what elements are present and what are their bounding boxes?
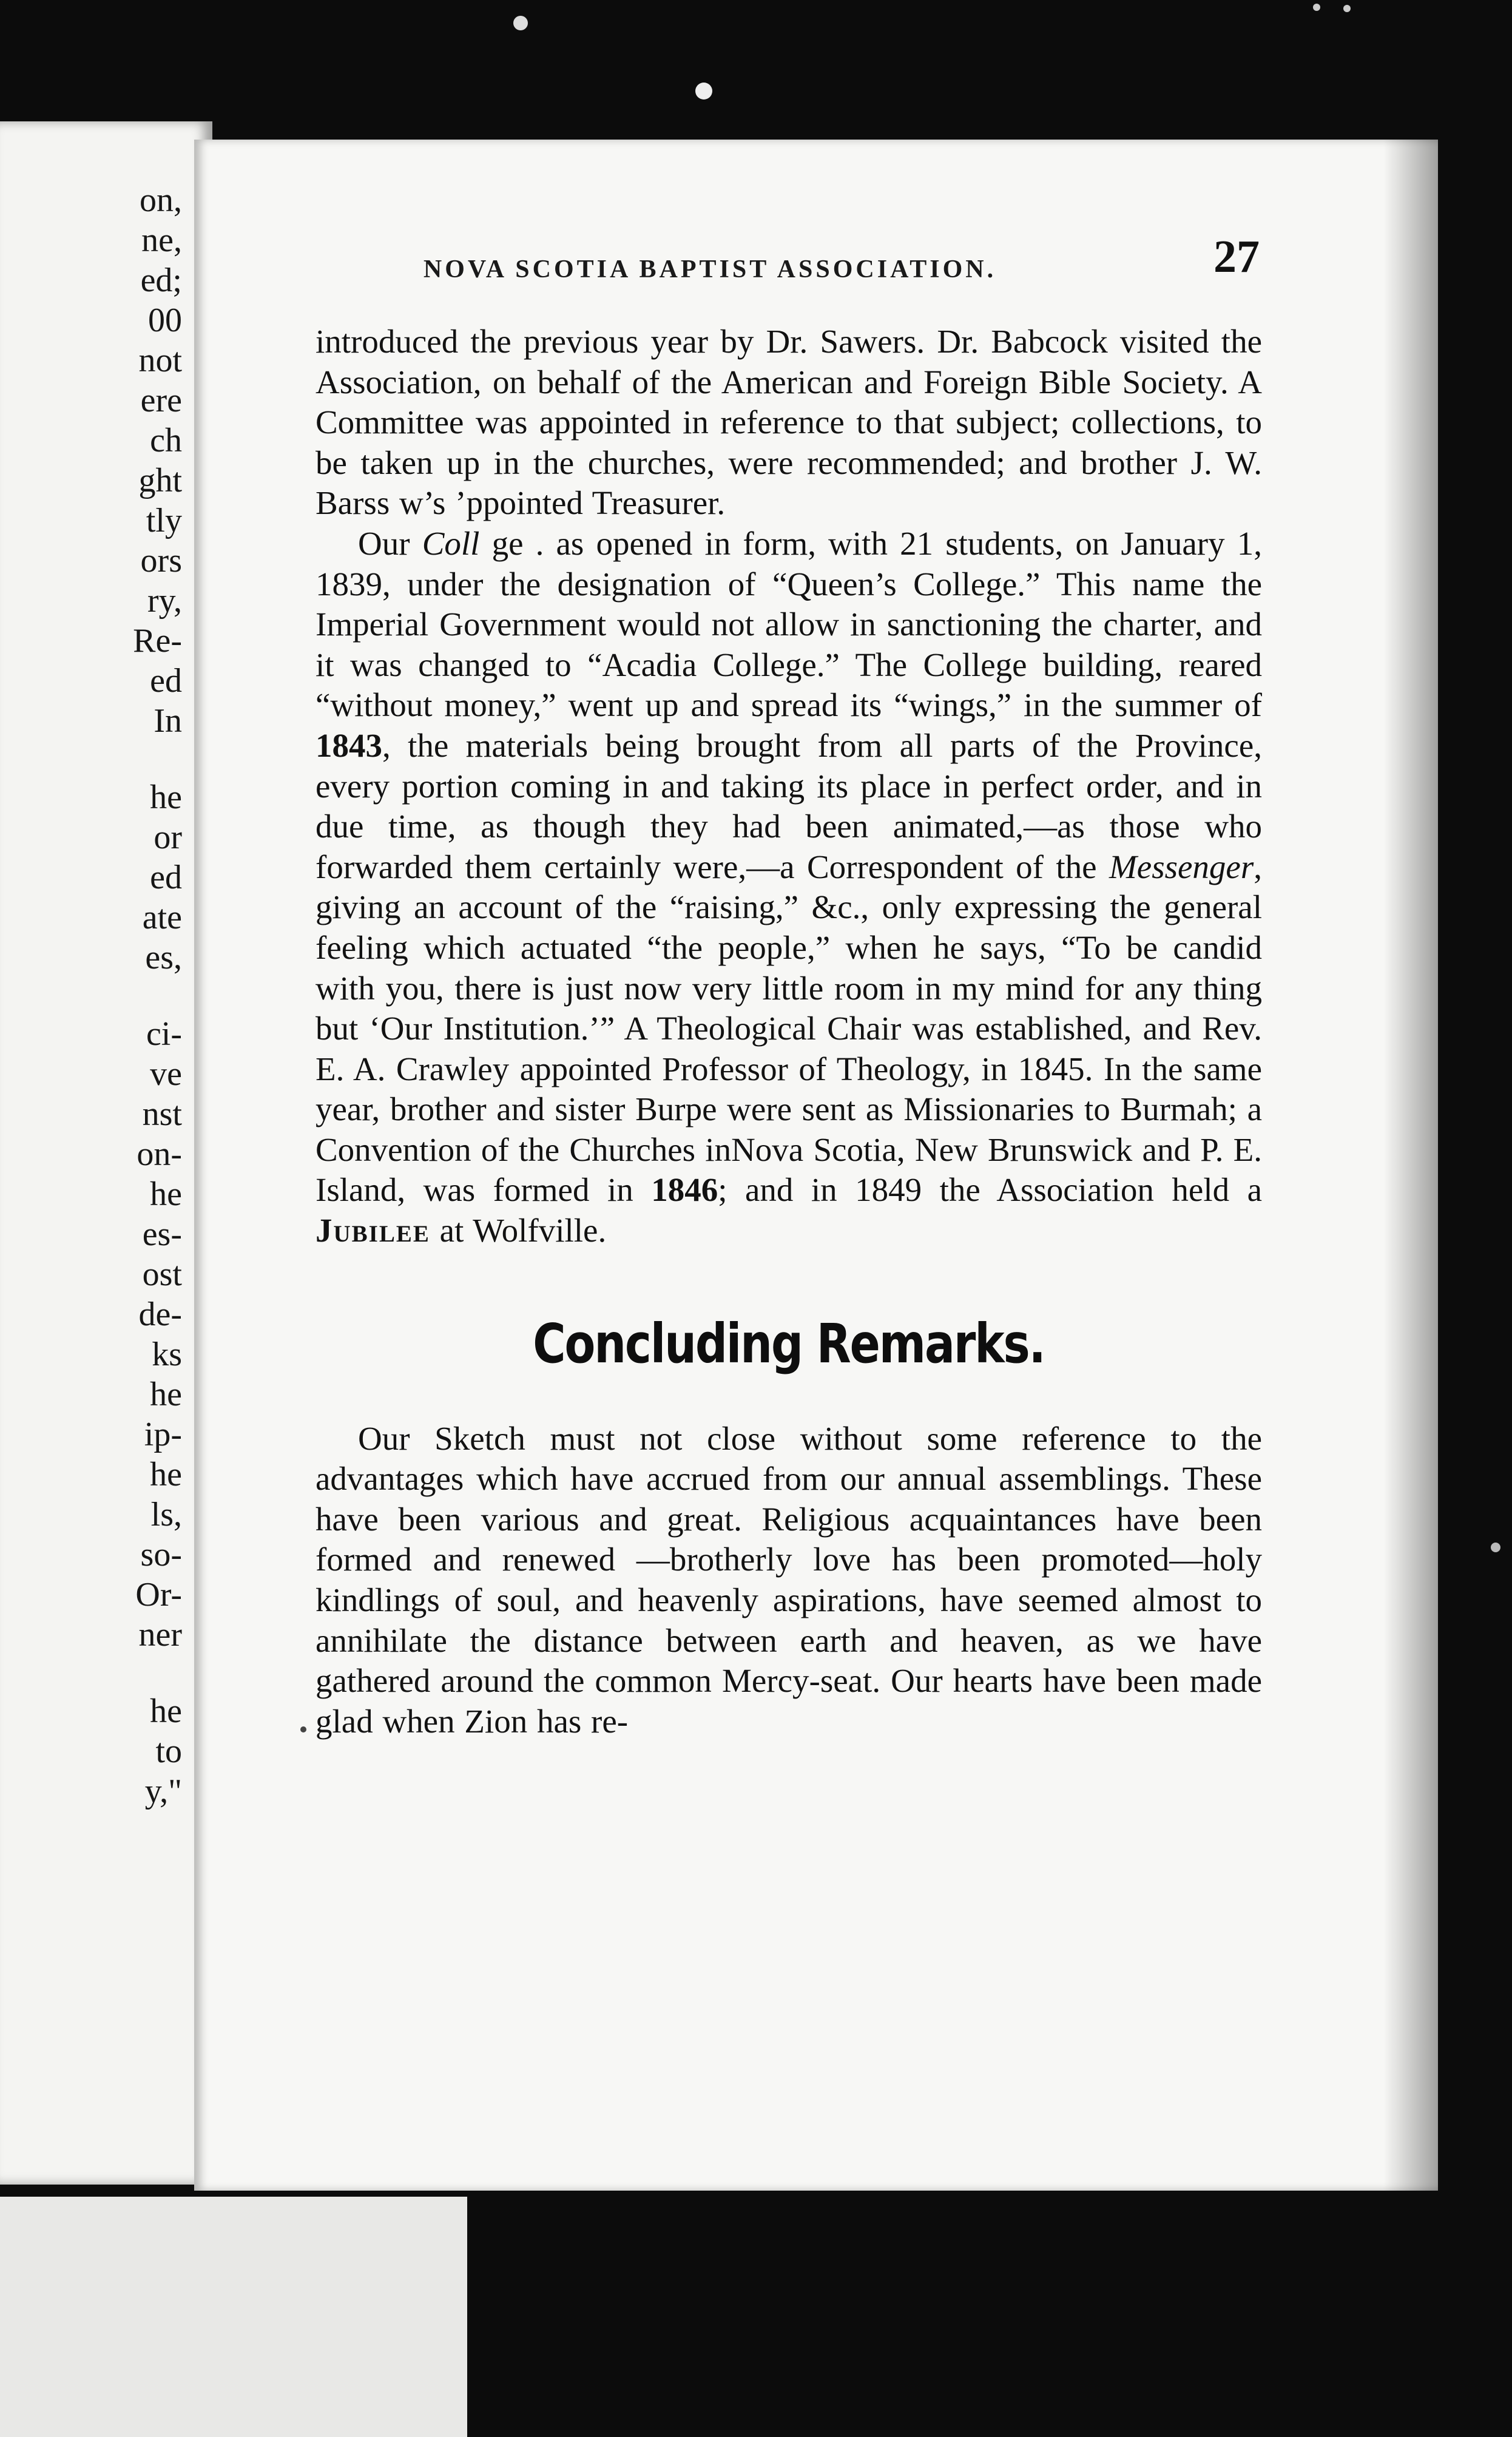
left-page-fragment: 00 (148, 302, 182, 339)
left-page-fragment: he (150, 1456, 182, 1493)
speck (1313, 4, 1320, 11)
text-run: ge . as opened in form, with 21 students, on January 1, 1839, under the designation of “Queen’s College.” This name the Imperial Government would not allow in sanctioning the charter, and it was changed to “Acadia College.” The College building, reared “without money,” went up and spread its “wings,” in the summer of (316, 524, 1262, 724)
paragraph-college (316, 524, 1262, 1251)
speck (1343, 5, 1351, 12)
left-page-fragment: he (150, 779, 182, 816)
year-1843: 1843 (316, 726, 382, 764)
left-page-fragment: or (154, 819, 182, 856)
text-run: , the materials being brought from all parts of the Province, every portion coming in and taking its place in perfect order, and in due time, as though they had been animated,—as those who forwarded them certainly were,—a Correspondent of the (316, 726, 1262, 885)
text-run: ; and in 1849 the Association held a (718, 1171, 1262, 1209)
left-page-fragment: es, (145, 939, 182, 976)
text-run: , giving an account of the “raising,” &c., only expressing the general feeling which actuated “the people,” when he says, “To be candid with you, there is just now very little room in my mind for any thing but ‘Our Institution.’” A Theological Chair was established, and Rev. E. A. Crawley appointed Professor of Theology, in 1845. In the same year, brother and sister Burpe were sent as Missionaries to Burmah; a Convention of the Churches inNova Scotia, New Brunswick and P. E. Island, was formed in (316, 848, 1262, 1209)
left-page-fragment: on, (140, 181, 182, 219)
paragraph-bible-society: introduced the previous year by Dr. Sawers. Dr. Babcock visited the Association, on behalf of the American and Foreign Bible Society. A Committee was appointed in reference to that subject; collections, to be taken up in the churches, were recommended; and brother J. W. Barss w’s ’ppointed Treasurer. (316, 323, 1262, 522)
speck (695, 83, 712, 100)
left-page-fragment: ere (140, 382, 182, 419)
speck (1491, 1543, 1500, 1552)
left-page-fragment: de- (138, 1296, 182, 1333)
section-heading: Concluding Remarks. (533, 1313, 1045, 1376)
left-page-fragment: to (155, 1732, 182, 1770)
left-page-fragment: he (150, 1175, 182, 1213)
left-page-fragment: ost (142, 1256, 182, 1293)
main-page (194, 140, 1438, 2191)
left-page-fragment: es- (142, 1215, 182, 1253)
left-page-fragment: on- (137, 1135, 182, 1173)
left-page-fragment: ch (150, 422, 182, 459)
year-1846: 1846 (651, 1171, 718, 1209)
left-page-fragment: ed; (140, 262, 182, 299)
page-edge-shadow (1383, 140, 1438, 2191)
left-page-fragment: ed (150, 662, 182, 700)
left-page-fragment: ry, (147, 582, 182, 620)
left-page-fragment: ate (142, 899, 182, 936)
left-page-lower-strip (0, 2197, 467, 2437)
left-page-fragment: ors (140, 542, 182, 580)
jubilee-small-caps: Jubilee (316, 1212, 430, 1249)
left-page (0, 121, 212, 2185)
text-run: Our (358, 524, 422, 562)
left-page-fragment: he (150, 1692, 182, 1730)
left-page-fragment: Re- (133, 622, 182, 660)
left-page-fragment: so- (140, 1536, 182, 1573)
left-page-fragment: ght (138, 462, 182, 499)
college-italic: Coll (422, 524, 480, 562)
left-page-fragment: y," (144, 1773, 182, 1810)
speck (513, 16, 528, 30)
left-page-fragment: nst (142, 1095, 182, 1133)
page-number: 27 (1213, 231, 1260, 282)
running-head: NOVA SCOTIA BAPTIST ASSOCIATION. (423, 255, 997, 283)
text-run: at Wolfville. (430, 1212, 607, 1249)
left-page-fragment: ls, (150, 1496, 182, 1533)
left-page-fragment: ed (150, 859, 182, 896)
left-page-fragment: ne, (141, 221, 182, 259)
left-page-fragment: ner (138, 1616, 182, 1654)
left-page-fragment: ip- (144, 1416, 182, 1453)
messenger-italic: Messenger (1109, 848, 1254, 885)
left-page-fragment: ks (152, 1336, 182, 1373)
paragraph-concluding-remarks: Our Sketch must not close without some reference to the advantages which have accrued from our annual assemblings. These have been various and great. Religious acquaintances have been formed and renewed —brotherly love has been promoted—holy kindlings of soul, and heavenly aspirations, have seemed almost to annihilate the distance between earth and heaven, as we have gathered around the common Mercy-seat. Our hearts have been made glad when Zion has re- (316, 1419, 1262, 1740)
left-page-fragment: he (150, 1376, 182, 1413)
left-page-fragment: Or- (135, 1576, 182, 1614)
left-page-fragment: In (154, 702, 182, 740)
left-page-fragment: ci- (146, 1015, 182, 1053)
body-text (316, 322, 1262, 1742)
left-page-fragment: ve (150, 1055, 182, 1093)
left-page-fragment: tly (146, 502, 182, 539)
left-page-fragment: not (138, 342, 182, 379)
